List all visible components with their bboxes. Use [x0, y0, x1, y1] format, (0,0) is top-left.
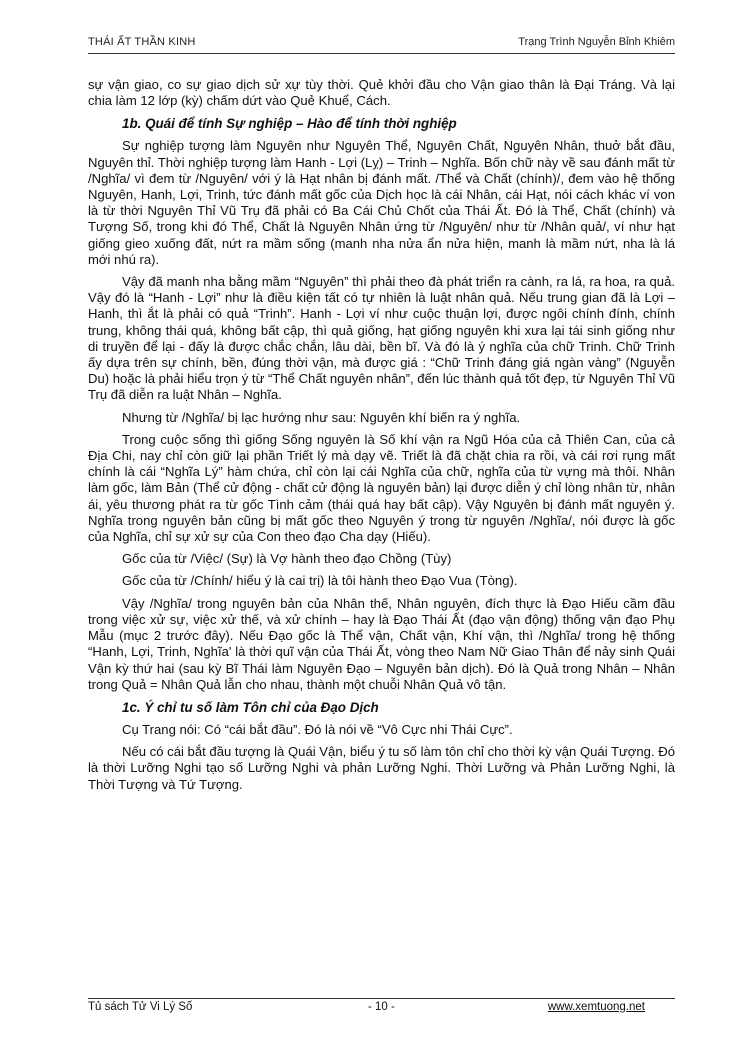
header-divider [88, 53, 675, 54]
paragraph-9: Cụ Trang nói: Có “cái bắt đầu”. Đó là nói về “Vô Cực nhi Thái Cực”. [122, 721, 513, 737]
footer-website-link[interactable]: www.xemtuong.net [547, 1001, 645, 1013]
paragraph-10: Nếu có cái bắt đầu tượng là Quái Vận, biểu ý tu số làm tôn chỉ cho thời kỳ vận Quái Tượng. Đó là thời Lưỡng Nghi tạo số Lưỡng Nghi và phản Lưỡng Nghi. Thời Lưỡng và Phản Lưỡng Nghi, là Thời Tượng và Tứ Tượng. [88, 744, 675, 792]
paragraph-2: Sự nghiệp tượng làm Nguyên như Nguyên Thể, Nguyên Chất, Nguyên Nhân, thuở bắt đầu, Nguyên thỉ. Thời nghiệp tượng làm Hanh - Lợi (Lỵ) – Trinh – Nghĩa. Bốn chữ này về sau đánh mất từ /Nghĩa/ vì đem từ /Nguyên/ với ý là Hạt nhân bị đánh mất. /Thể và Chất (chính)/, đem vào hệ thống Nguyên, Hanh, Lợi, Trinh, tức đánh mất gốc của Dịch học là cái Nhân, cái Hạt, nói cách khác ví von là từ thời Nguyên Thỉ Vũ Trụ đã phải có Ba Cái Chủ Chốt của Thái Ất. Đó là Thể, Chất (chính) và Tượng Số, trong khi đó Thể, Chất là Nguyên Nhân ứng từ /Nguyên/ như từ /Nhân quả/, ví như hạt giống gieo xuống đất, nứt ra mầm sống (manh nha nửa ẩn nửa hiện, manh là mầm nứt, nha là lá mới nhú ra). [88, 138, 675, 267]
page-header [88, 36, 675, 54]
section-heading-1b: 1b. Quái để tính Sự nghiệp – Hào để tính thời nghiệp [122, 116, 457, 132]
paragraph-7: Gốc của từ /Chính/ hiểu ý là cai trị) là tôi hành theo Đạo Vua (Tòng). [122, 573, 518, 589]
footer-divider [88, 998, 675, 999]
paragraph-4: Nhưng từ /Nghĩa/ bị lạc hướng như sau: Nguyên khí biến ra ý nghĩa. [122, 409, 521, 425]
header-book-title: THÁI ẤT THẦN KINH [88, 36, 196, 48]
paragraph-6: Gốc của từ /Việc/ (Sự) là Vợ hành theo đạo Chồng (Tùy) [122, 551, 452, 567]
page-body [88, 77, 675, 799]
header-author: Trạng Trình Nguyễn Bỉnh Khiêm [518, 36, 675, 48]
paragraph-3: Vậy đã manh nha bằng mầm “Nguyên” thì phải theo đà phát triển ra cành, ra lá, ra hoa, ra quả. Vậy đó là “Hanh - Lợi” như là điều kiện tất có tự nhiên là luật nhân quả. Nếu trung gian đã là Lợi – Hanh, thì ắt là phải có quả “Trinh”. Hanh - Lợi ví như cuộc thuận lợi, được ngôi chính đính, chính trung, không thái quá, không bất cập, thì quả giống, hạt giống nguyên khi xưa lại tái sinh giống như di truyền để lại - đấy là được chắc chắn, lâu dài, bền bĩ. Và đó là ý nghĩa của chữ Trinh. Chữ Trinh ấy dựa trên sự chính, bền, đúng thời vận, mà được giá : “Chữ Trinh đáng giá ngàn vàng” (Nguyễn Du) hoặc là phải hiểu trọn ý từ “Thể Chất nguyên nhân”, đến lúc thành quả tốt đẹp, từ Nguyên Thỉ Vũ Trụ đã diễn ra luật Nhân – Nghĩa. [88, 274, 675, 403]
paragraph-8: Vậy /Nghĩa/ trong nguyên bản của Nhân thế, Nhân nguyên, đích thực là Đạo Hiếu cầm đầu trong việc xử sự, việc xử thế, và xử chính – hay là Đạo Thái Ất (đạo vận động) thống vận đạo Phụ Mẫu (mục 2 trước đây). Nếu Đạo gốc là Thể vận, Chất vận, Khí vận, thì /Nghĩa/ trong hệ thống “Hanh, Lợi, Trinh, Nghĩa' là thời quĩ vận của Thái Ất, vòng theo Nam Nữ Giao Thân để nảy sinh Quái Vận kỳ thứ hai (sau kỳ Bĩ Thái làm Nguyên Đạo – Nguyên bản dịch). Đó là Quả trong Nhân – Nhân trong Quả = Nhân Quả lẫn cho nhau, thành một chuỗi Nhân Quả vô tận. [88, 595, 675, 692]
section-heading-1c: 1c. Ý chỉ tu số làm Tôn chỉ của Đạo Dịch [122, 699, 379, 715]
page-footer [88, 1001, 675, 1017]
paragraph-1: sự vận giao, co sự giao dịch sử xự tùy thời. Quẻ khởi đầu cho Vận giao thân là Đại Tráng. Và lại chia làm 12 lớp (kỳ) chấm dứt vào Quẻ Khuể, Cách. [88, 77, 675, 109]
page-number: - 10 - [368, 1001, 395, 1013]
footer-collection: Tủ sách Tử Vi Lý Số [88, 1001, 193, 1013]
paragraph-5: Trong cuộc sống thì giống Sống nguyên là Số khí vận ra Ngũ Hóa của cả Thiên Can, của cả Địa Chi, nay chỉ còn giữ lại phần Triết lý mà dạy vẽ. Triết là đã chặt chia ra rồi, và cái rơi rụng mất chính là cái “Nghĩa Lý” hàm chứa, chỉ còn lại cái Nghĩa của chữ, nghĩa của từ vựng mà thôi. Nhân làm gốc, làm Bản (Thể cử động - chất cử động là nguyên bản) lại được diễn ý chỉ lòng nhân từ, nhân ái, yêu thương phát ra từ gốc Tình cảm (thái quá hay bất cập). Vậy Nguyên bị đánh mất nguyên ý. Nghĩa trong nguyên bản cũng bị mất gốc theo Nguyên ý trong từ nguyên /Nghĩa/, nói được là gốc của Nghĩa, chỉ sự xử sự của Con theo đạo Cha dạy (Hiếu). [88, 431, 675, 545]
